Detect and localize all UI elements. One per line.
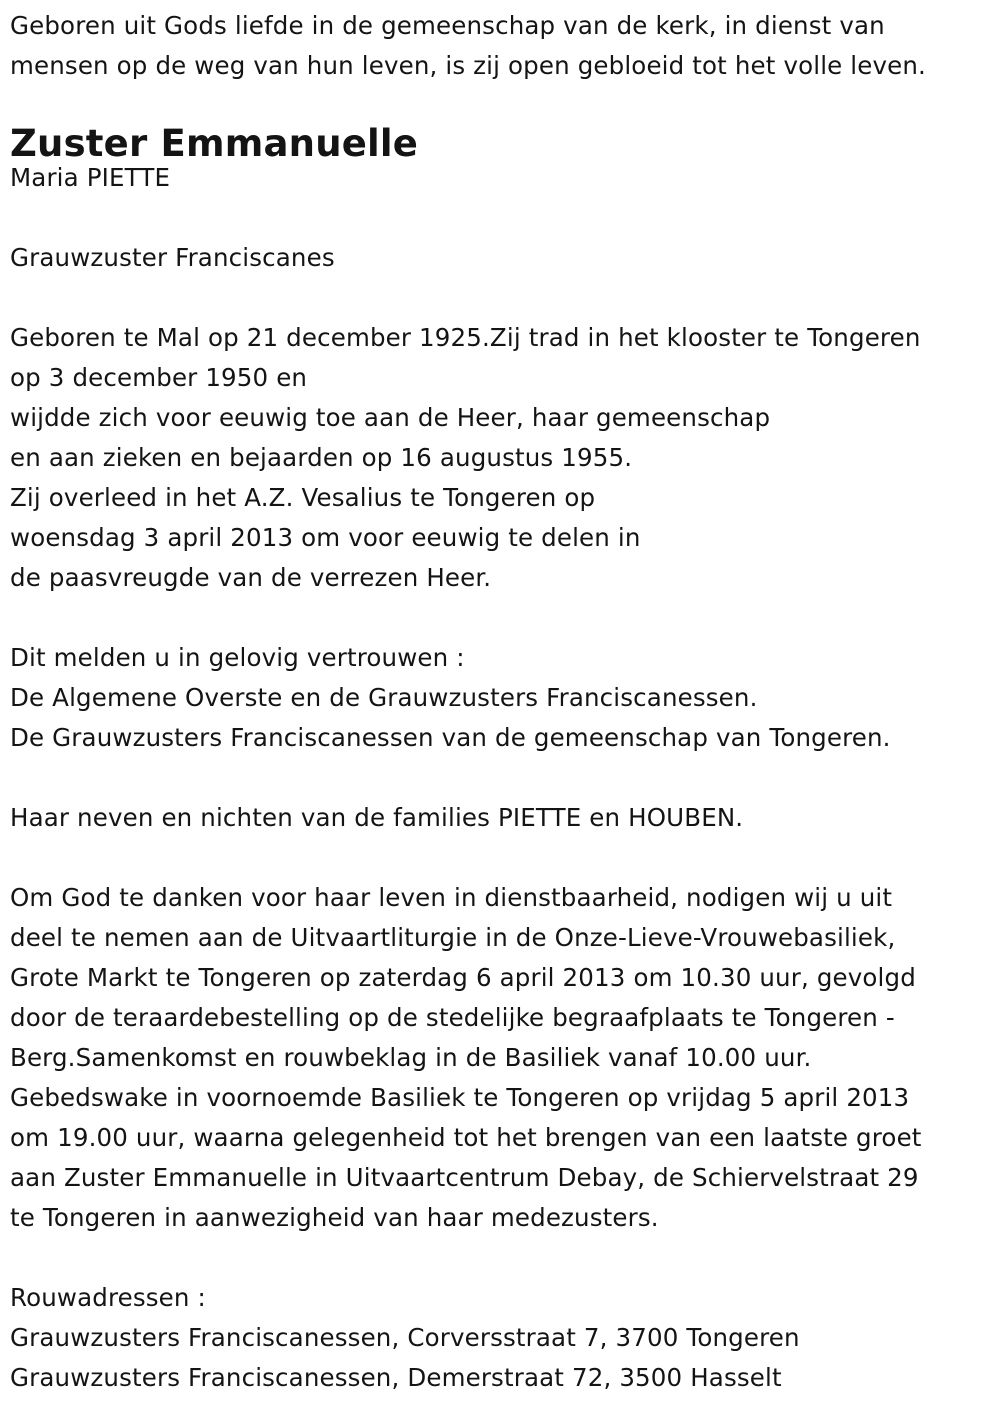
announcers-paragraph xyxy=(10,638,995,758)
funeral-line: aan Zuster Emmanuelle in Uitvaartcentrum Debay, de Schiervelstraat 29 xyxy=(10,1163,919,1192)
spacer xyxy=(10,198,995,238)
intro-line: Geboren uit Gods liefde in de gemeenschap van de kerk, in dienst van xyxy=(10,11,885,40)
deceased-name: Zuster Emmanuelle xyxy=(10,122,419,165)
intro-paragraph xyxy=(10,6,995,86)
spacer xyxy=(10,838,995,878)
biography-line: de paasvreugde van de verrezen Heer. xyxy=(10,563,492,592)
spacer xyxy=(10,758,995,798)
funeral-line: deel te nemen aan de Uitvaartliturgie in de Onze-Lieve-Vrouwebasiliek, xyxy=(10,923,896,952)
civil-name: Maria PIETTE xyxy=(10,163,171,192)
funeral-line: Grote Markt te Tongeren op zaterdag 6 april 2013 om 10.30 uur, gevolgd xyxy=(10,963,916,992)
address-line: Grauwzusters Franciscanessen, Demerstraat 72, 3500 Hasselt xyxy=(10,1363,782,1392)
biography-line: woensdag 3 april 2013 om voor eeuwig te delen in xyxy=(10,523,641,552)
funeral-line: om 19.00 uur, waarna gelegenheid tot het brengen van een laatste groet xyxy=(10,1123,922,1152)
spacer xyxy=(10,1238,995,1278)
intro-line: mensen op de weg van hun leven, is zij open gebloeid tot het volle leven. xyxy=(10,51,926,80)
spacer xyxy=(10,598,995,638)
biography-line: en aan zieken en bejaarden op 16 augustus 1955. xyxy=(10,443,633,472)
address-line: Grauwzusters Franciscanessen, Corversstraat 7, 3700 Tongeren xyxy=(10,1323,800,1352)
biography-paragraph xyxy=(10,318,995,598)
biography-line: op 3 december 1950 en xyxy=(10,363,308,392)
obituary-notice xyxy=(10,6,995,1398)
funeral-line: door de teraardebestelling op de stedelijke begraafplaats te Tongeren - xyxy=(10,1003,895,1032)
funeral-line: Om God te danken voor haar leven in dienstbaarheid, nodigen wij u uit xyxy=(10,883,893,912)
funeral-line: Gebedswake in voornoemde Basiliek te Tongeren op vrijdag 5 april 2013 xyxy=(10,1083,910,1112)
funeral-line: Berg.Samenkomst en rouwbeklag in de Basiliek vanaf 10.00 uur. xyxy=(10,1043,812,1072)
family-line: Haar neven en nichten van de families PIETTE en HOUBEN. xyxy=(10,803,744,832)
addresses-heading: Rouwadressen : xyxy=(10,1283,206,1312)
announcers-line: De Algemene Overste en de Grauwzusters Franciscanessen. xyxy=(10,683,758,712)
funeral-line: te Tongeren in aanwezigheid van haar medezusters. xyxy=(10,1203,659,1232)
funeral-paragraph xyxy=(10,878,995,1238)
biography-line: Zij overleed in het A.Z. Vesalius te Tongeren op xyxy=(10,483,596,512)
announcers-line: Dit melden u in gelovig vertrouwen : xyxy=(10,643,465,672)
biography-line: wijdde zich voor eeuwig toe aan de Heer, haar gemeenschap xyxy=(10,403,771,432)
addresses-section xyxy=(10,1278,995,1398)
spacer xyxy=(10,278,995,318)
biography-line: Geboren te Mal op 21 december 1925.Zij trad in het klooster te Tongeren xyxy=(10,323,921,352)
congregation: Grauwzuster Franciscanes xyxy=(10,243,335,272)
announcers-line: De Grauwzusters Franciscanessen van de gemeenschap van Tongeren. xyxy=(10,723,891,752)
